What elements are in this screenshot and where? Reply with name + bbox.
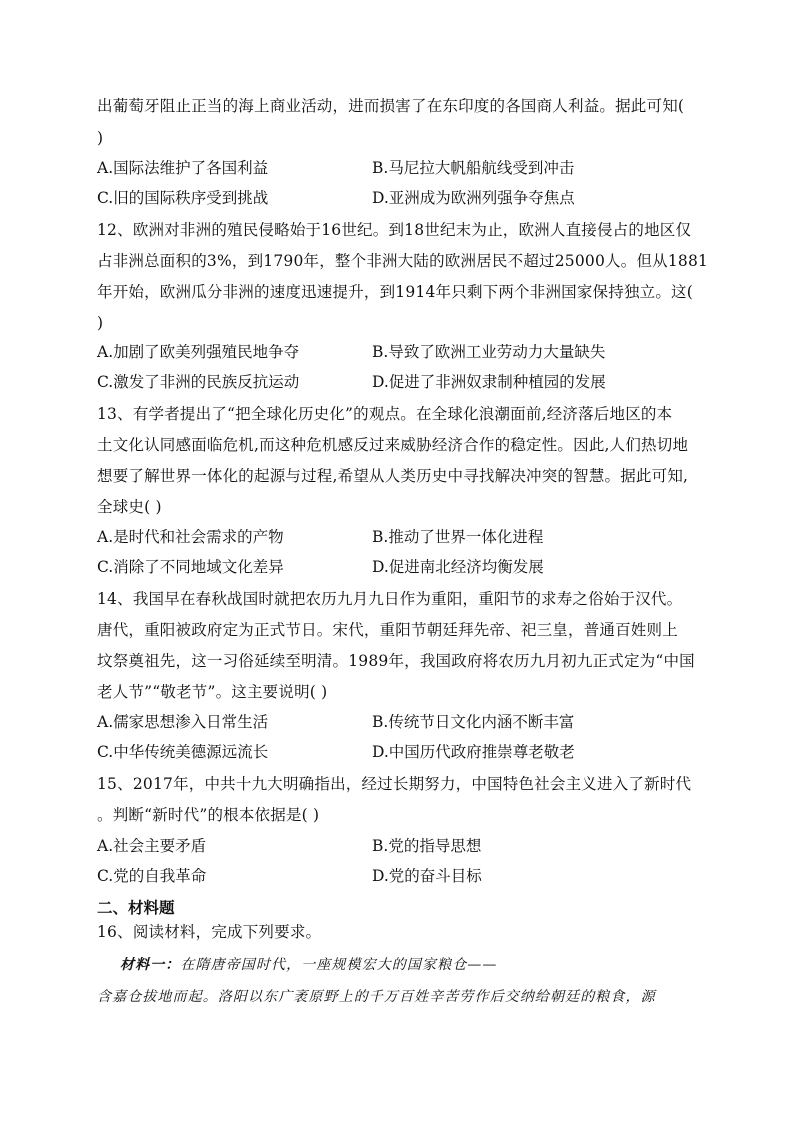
- q15-option-d: D.党的奋斗目标: [372, 867, 482, 885]
- q14-stem-line: 14、我国早在春秋战国时就把农历九月九日作为重阳，重阳节的求寿之俗始于汉代。: [97, 590, 683, 608]
- q11-option-c: C.旧的国际秩序受到挑战: [97, 189, 269, 207]
- q14-stem-line: 老人节”“敬老节”。这主要说明( ): [97, 683, 328, 701]
- q13-option-a: A.是时代和社会需求的产物: [97, 528, 284, 546]
- material-1-label: 材料一：: [120, 957, 181, 973]
- material-1-line: [120, 955, 498, 975]
- q15-stem-line: 15、2017年，中共十九大明确指出，经过长期努力，中国特色社会主义进入了新时代: [97, 775, 692, 793]
- q13-option-c: C.消除了不同地域文化差异: [97, 558, 284, 576]
- q12-stem-line: 12、欧洲对非洲的殖民侵略始于16世纪。到18世纪末为止，欧洲人直接侵占的地区仅: [97, 221, 692, 239]
- q12-option-b: B.导致了欧洲工业劳动力大量缺失: [372, 343, 606, 361]
- q13-stem-line: 13、有学者提出了“把全球化历史化”的观点。在全球化浪潮面前,经济落后地区的本: [97, 405, 673, 423]
- q16-stem: 16、阅读材料，完成下列要求。: [97, 923, 322, 941]
- q15-option-a: A.社会主要矛盾: [97, 837, 207, 855]
- q13-stem-line: 想要了解世界一体化的起源与过程,希望从人类历史中寻找解决冲突的智慧。据此可知,: [97, 467, 689, 485]
- material-1-text: 在隋唐帝国时代，一座规模宏大的国家粮仓——: [180, 957, 498, 973]
- q14-stem-line: 坟祭奠祖先，这一习俗延续至明清。1989年，我国政府将农历九月初九正式定为“中国: [97, 652, 695, 670]
- q11-option-d: D.亚洲成为欧洲列强争夺焦点: [372, 189, 575, 207]
- q14-option-d: D.中国历代政府推崇尊老敬老: [372, 743, 575, 761]
- q15-option-b: B.党的指导思想: [372, 837, 482, 855]
- q11-option-a: A.国际法维护了各国利益: [97, 159, 269, 177]
- q13-option-b: B.推动了世界一体化进程: [372, 528, 544, 546]
- q13-stem-line: 土文化认同感面临危机,而这种危机感反过来威胁经济合作的稳定性。因此,人们热切地: [97, 436, 689, 454]
- q15-stem-line: 。判断“新时代”的根本依据是( ): [97, 806, 320, 824]
- q12-option-c: C.激发了非洲的民族反抗运动: [97, 373, 300, 391]
- q14-option-a: A.儒家思想渗入日常生活: [97, 713, 269, 731]
- q13-option-d: D.促进南北经济均衡发展: [372, 558, 544, 576]
- q12-option-a: A.加剧了欧美列强殖民地争夺: [97, 343, 300, 361]
- q14-option-c: C.中华传统美德源远流长: [97, 743, 269, 761]
- q13-stem-line: 全球史( ): [97, 498, 162, 516]
- q11-stem-cont: 出葡萄牙阻止正当的海上商业活动，进而损害了在东印度的各国商人利益。据此可知(: [97, 97, 685, 115]
- q12-stem-line: ): [97, 314, 104, 332]
- q11-paren-close: ): [97, 129, 104, 147]
- q14-option-b: B.传统节日文化内涵不断丰富: [372, 713, 575, 731]
- q12-stem-line: 年开始，欧洲瓜分非洲的速度迅速提升，到1914年只剩下两个非洲国家保持独立。这(: [97, 283, 693, 301]
- q11-option-b: B.马尼拉大帆船航线受到冲击: [372, 159, 575, 177]
- q15-option-c: C.党的自我革命: [97, 867, 207, 885]
- section-heading: 二、材料题: [97, 898, 175, 917]
- q12-option-d: D.促进了非洲奴隶制种植园的发展: [372, 373, 606, 391]
- q14-stem-line: 唐代，重阳被政府定为正式节日。宋代，重阳节朝廷拜先帝、祀三皇，普通百姓则上: [97, 621, 678, 639]
- material-1-line-2: 含嘉仓拔地而起。洛阳以东广袤原野上的千万百姓辛苦劳作后交纳给朝廷的粮食，源: [97, 989, 656, 1005]
- q12-stem-line: 占非洲总面积的3%，到1790年，整个非洲大陆的欧洲居民不超过25000人。但从1881: [97, 252, 709, 270]
